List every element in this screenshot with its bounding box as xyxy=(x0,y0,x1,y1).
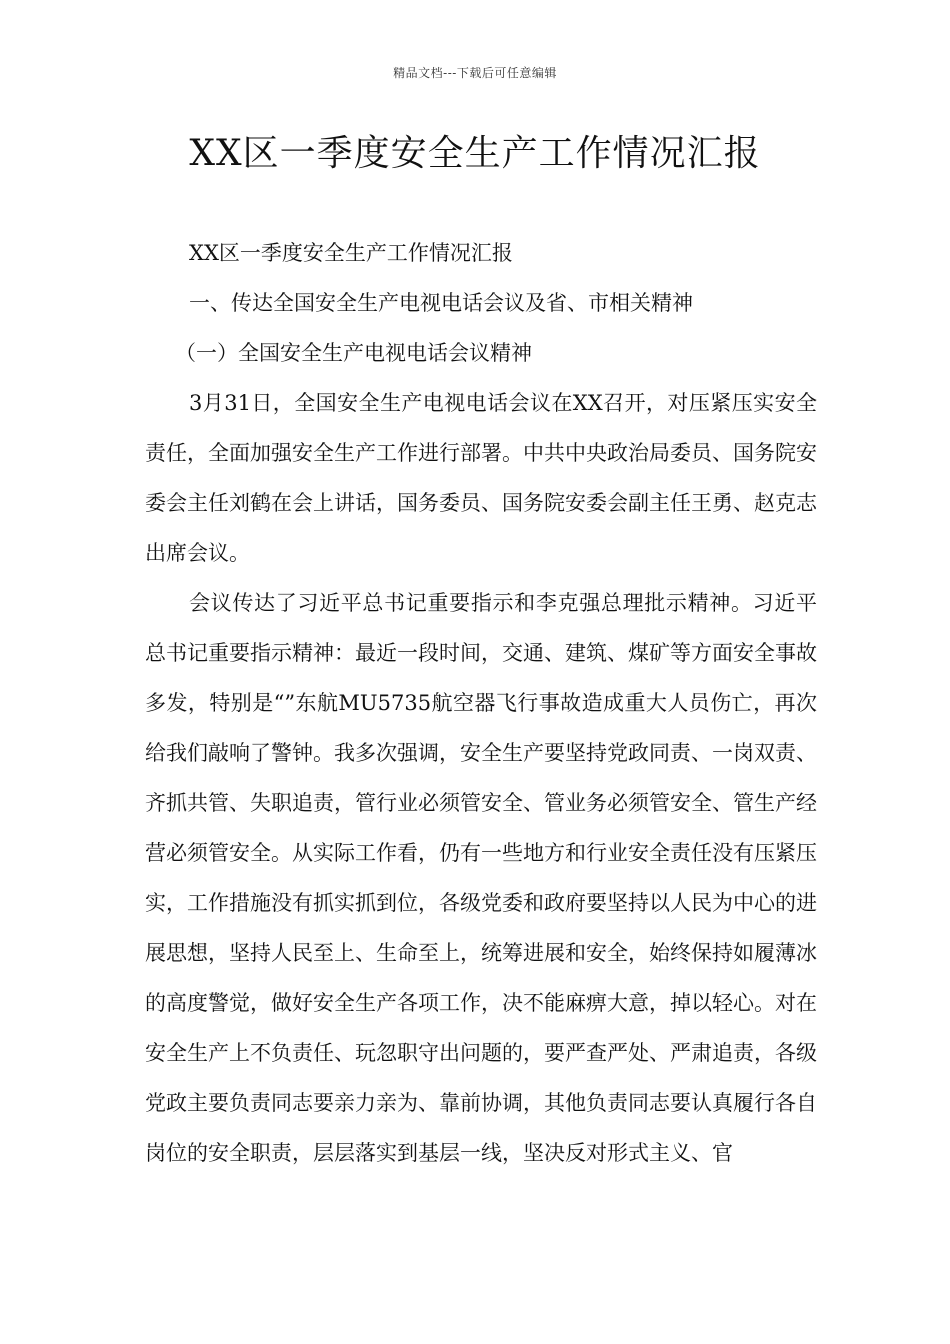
body-paragraph: 会议传达了习近平总书记重要指示和李克强总理批示精神。习近平总书记重要指示精神：最近一段时间，交通、建筑、煤矿等方面安全事故多发，特别是“”东航MU5735航空器飞行事故造成重大人员伤亡，再次给我们敲响了警钟。我多次强调，安全生产要坚持党政同责、一岗双责、齐抓共管、失职追责，管行业必须管安全、管业务必须管安全、管生产经营必须管安全。从实际工作看，仍有一些地方和行业安全责任没有压紧压实，工作措施没有抓实抓到位，各级党委和政府要坚持以人民为中心的进展思想，坚持人民至上、生命至上，统筹进展和安全，始终保持如履薄冰的高度警觉，做好安全生产各项工作，决不能麻痹大意，掉以轻心。对在安全生产上不负责任、玩忽职守出问题的，要严查严处、严肃追责，各级党政主要负责同志要亲力亲为、靠前协调，其他负责同志要认真履行各自岗位的安全职责，层层落实到基层一线，坚决反对形式主义、官 xyxy=(145,591,817,1165)
paragraph-subtitle: XX区一季度安全生产工作情况汇报 xyxy=(189,241,513,265)
page-header-note: 精品文档---下载后可任意编辑 xyxy=(393,66,557,80)
section-heading: 一、传达全国安全生产电视电话会议及省、市相关精神 xyxy=(189,291,693,315)
document-body xyxy=(145,228,817,1178)
body-paragraph: 3月31日，全国安全生产电视电话会议在XX召开，对压紧压实安全责任，全面加强安全生产工作进行部署。中共中央政治局委员、国务院安委会主任刘鹤在会上讲话，国务委员、国务院安委会副主任王勇、赵克志出席会议。 xyxy=(145,391,817,565)
subsection-heading: （一）全国安全生产电视电话会议精神 xyxy=(175,341,532,365)
document-title: XX区一季度安全生产工作情况汇报 xyxy=(189,133,761,174)
